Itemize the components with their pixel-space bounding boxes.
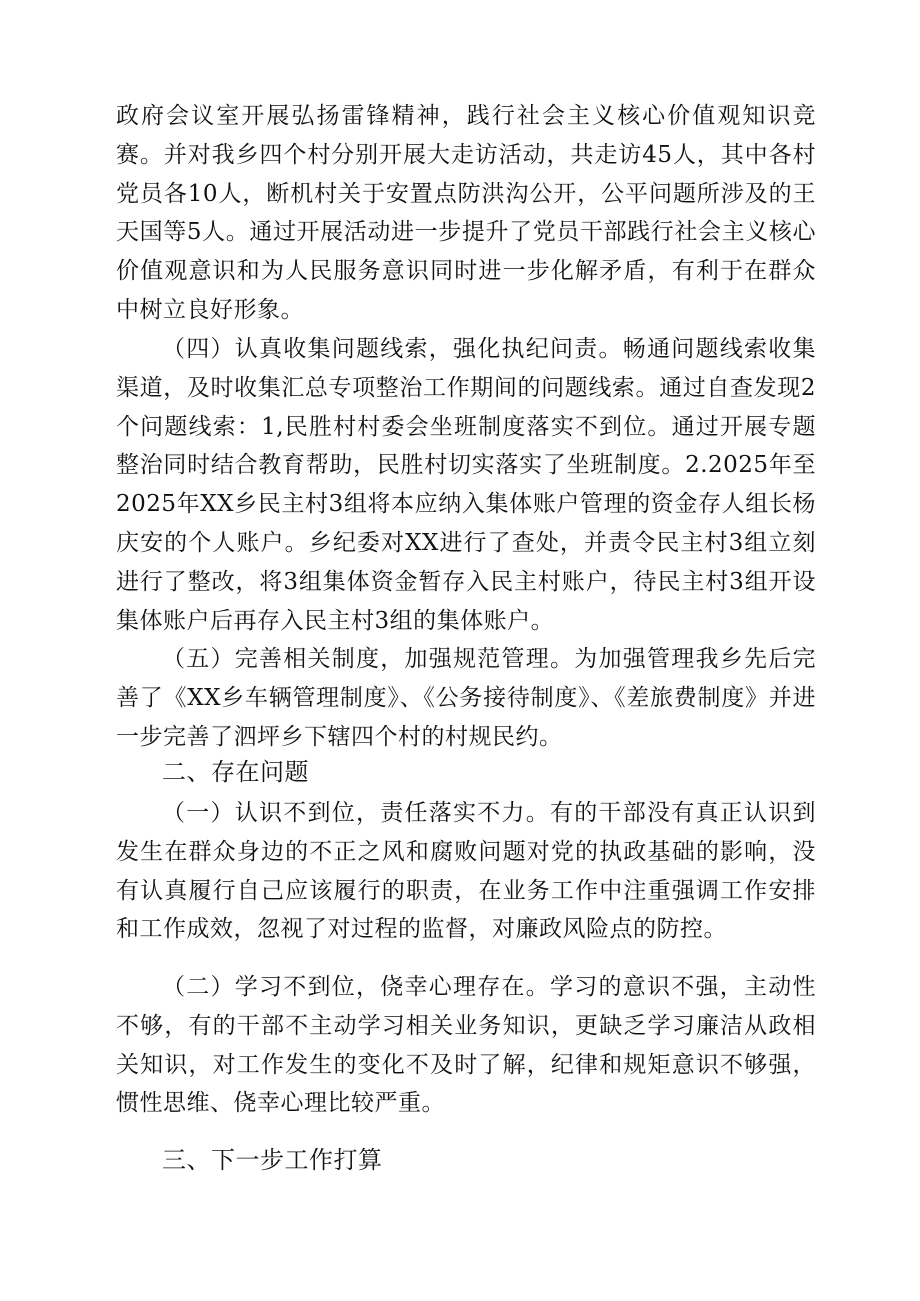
paragraph-awareness-lacking: （一）认识不到位，责任落实不力。有的干部没有真正认识到发生在群众身边的不正之风和腐败问题对党的执政基础的影响，没有认真履行自己应该履行的职责，在业务工作中注重强调工作安排和工作成效，忽视了对过程的监督，对廉政风险点的防控。	[116, 800, 816, 943]
paragraph-competition-visits: 政府会议室开展弘扬雷锋精神，践行社会主义核心价值观知识竞赛。并对我乡四个村分别开展大走访活动，共走访45人，其中各村党员各10人，断机村关于安置点防洪沟公开，公平问题所涉及的王天国等5人。通过开展活动进一步提升了党员干部践行社会主义核心价值观意识和为人民服务意识同时进一步化解矛盾，有利于在群众中树立良好形象。	[116, 103, 816, 323]
paragraph-problem-clues: （四）认真收集问题线索，强化执纪问责。畅通问题线索收集渠道，及时收集汇总专项整治工作期间的问题线索。通过自查发现2个问题线索：1,民胜村村委会坐班制度落实不到位。通过开展专题整治同时结合教育帮助，民胜村切实落实了坐班制度。2.2025年至2025年XX乡民主村3组将本应纳入集体账户管理的资金存人组长杨庆安的个人账户。乡纪委对XX进行了查处，并责令民主村3组立刻进行了整改，将3组集体资金暂存入民主村账户，待民主村3组开设集体账户后再存入民主村3组的集体账户。	[116, 336, 816, 634]
paragraph-improve-systems: （五）完善相关制度，加强规范管理。为加强管理我乡先后完善了《XX乡车辆管理制度》、《公务接待制度》、《差旅费制度》并进一步完善了泗坪乡下辖四个村的村规民约。	[116, 646, 816, 750]
section-heading-existing-problems: 二、存在问题	[162, 758, 309, 786]
paragraph-study-lacking: （二）学习不到位，侥幸心理存在。学习的意识不强，主动性不够，有的干部不主动学习相关业务知识，更缺乏学习廉洁从政相关知识，对工作发生的变化不及时了解，纪律和规矩意识不够强，惯性思维、侥幸心理比较严重。	[116, 974, 816, 1117]
section-heading-next-steps: 三、下一步工作打算	[162, 1146, 383, 1174]
